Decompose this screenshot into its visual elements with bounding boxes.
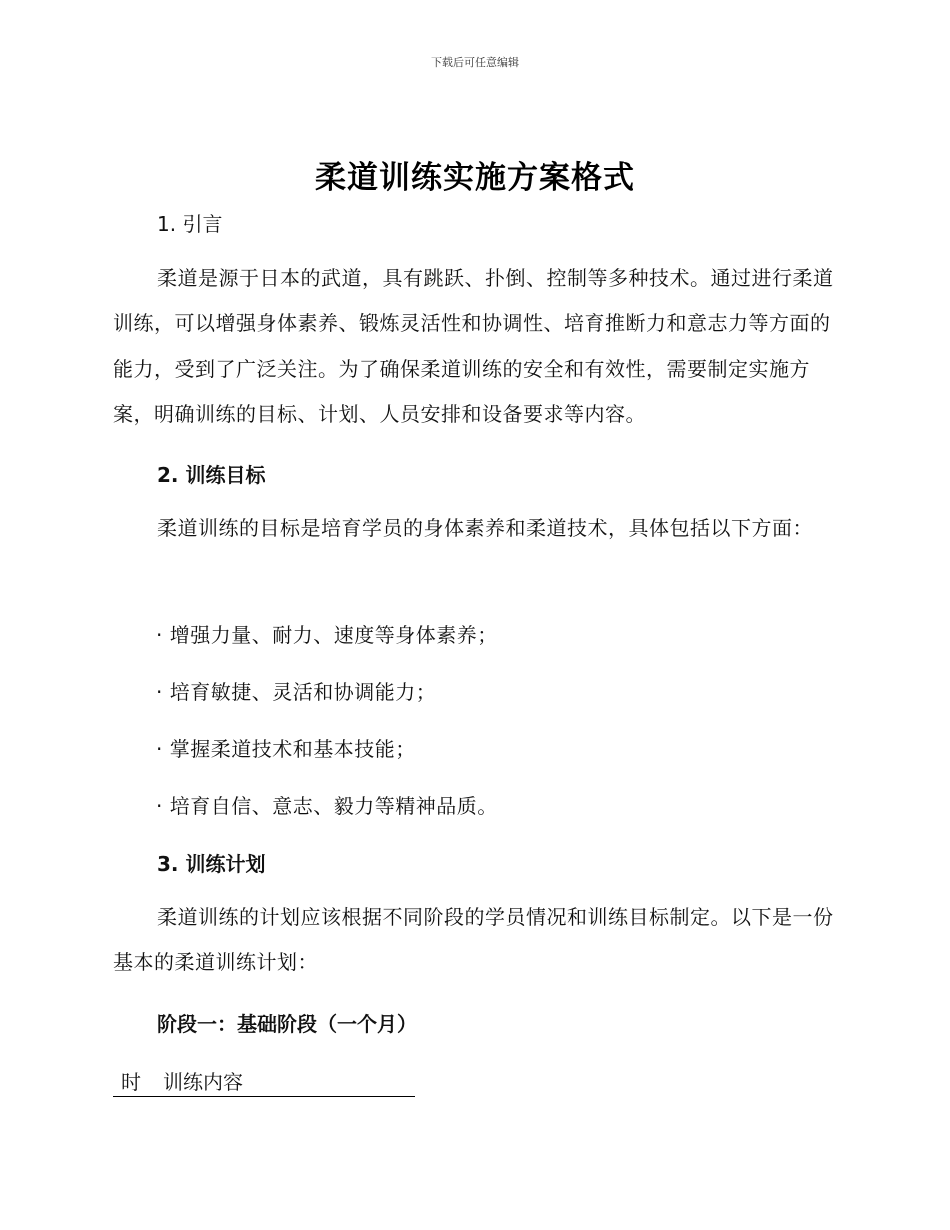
goal-bullet-item: · 掌握柔道技术和基本技能； <box>156 737 416 761</box>
table-header-time: 时 <box>121 1070 141 1094</box>
goals-paragraph: 柔道训练的目标是培育学员的身体素养和柔道技术，具体包括以下方面： <box>157 516 813 540</box>
document-title: 柔道训练实施方案格式 <box>315 160 635 196</box>
stage-heading: 阶段一：基础阶段（一个月） <box>157 1012 417 1036</box>
section-heading-intro: 1. 引言 <box>157 212 223 236</box>
goal-bullet-item: · 培育自信、意志、毅力等精神品质。 <box>156 794 498 818</box>
table-header-content: 训练内容 <box>163 1070 243 1094</box>
plan-paragraph: 柔道训练的计划应该根据不同阶段的学员情况和训练目标制定。以下是一份基本的柔道训练计划： <box>113 905 834 975</box>
section-heading-goals: 2. 训练目标 <box>157 463 266 487</box>
intro-paragraph: 柔道是源于日本的武道，具有跳跃、扑倒、控制等多种技术。通过进行柔道训练，可以增强身体素养、锻炼灵活性和协调性、培育推断力和意志力等方面的能力，受到了广泛关注。为了确保柔道训练的安全和有效性，需要制定实施方案，明确训练的目标、计划、人员安排和设备要求等内容。 <box>113 266 834 426</box>
header-note: 下载后可任意编辑 <box>431 56 519 69</box>
training-table-header <box>113 1066 415 1097</box>
goal-bullet-item: · 增强力量、耐力、速度等身体素养； <box>156 623 498 647</box>
goal-bullet-item: · 培育敏捷、灵活和协调能力； <box>156 680 437 704</box>
section-heading-plan: 3. 训练计划 <box>157 852 266 876</box>
